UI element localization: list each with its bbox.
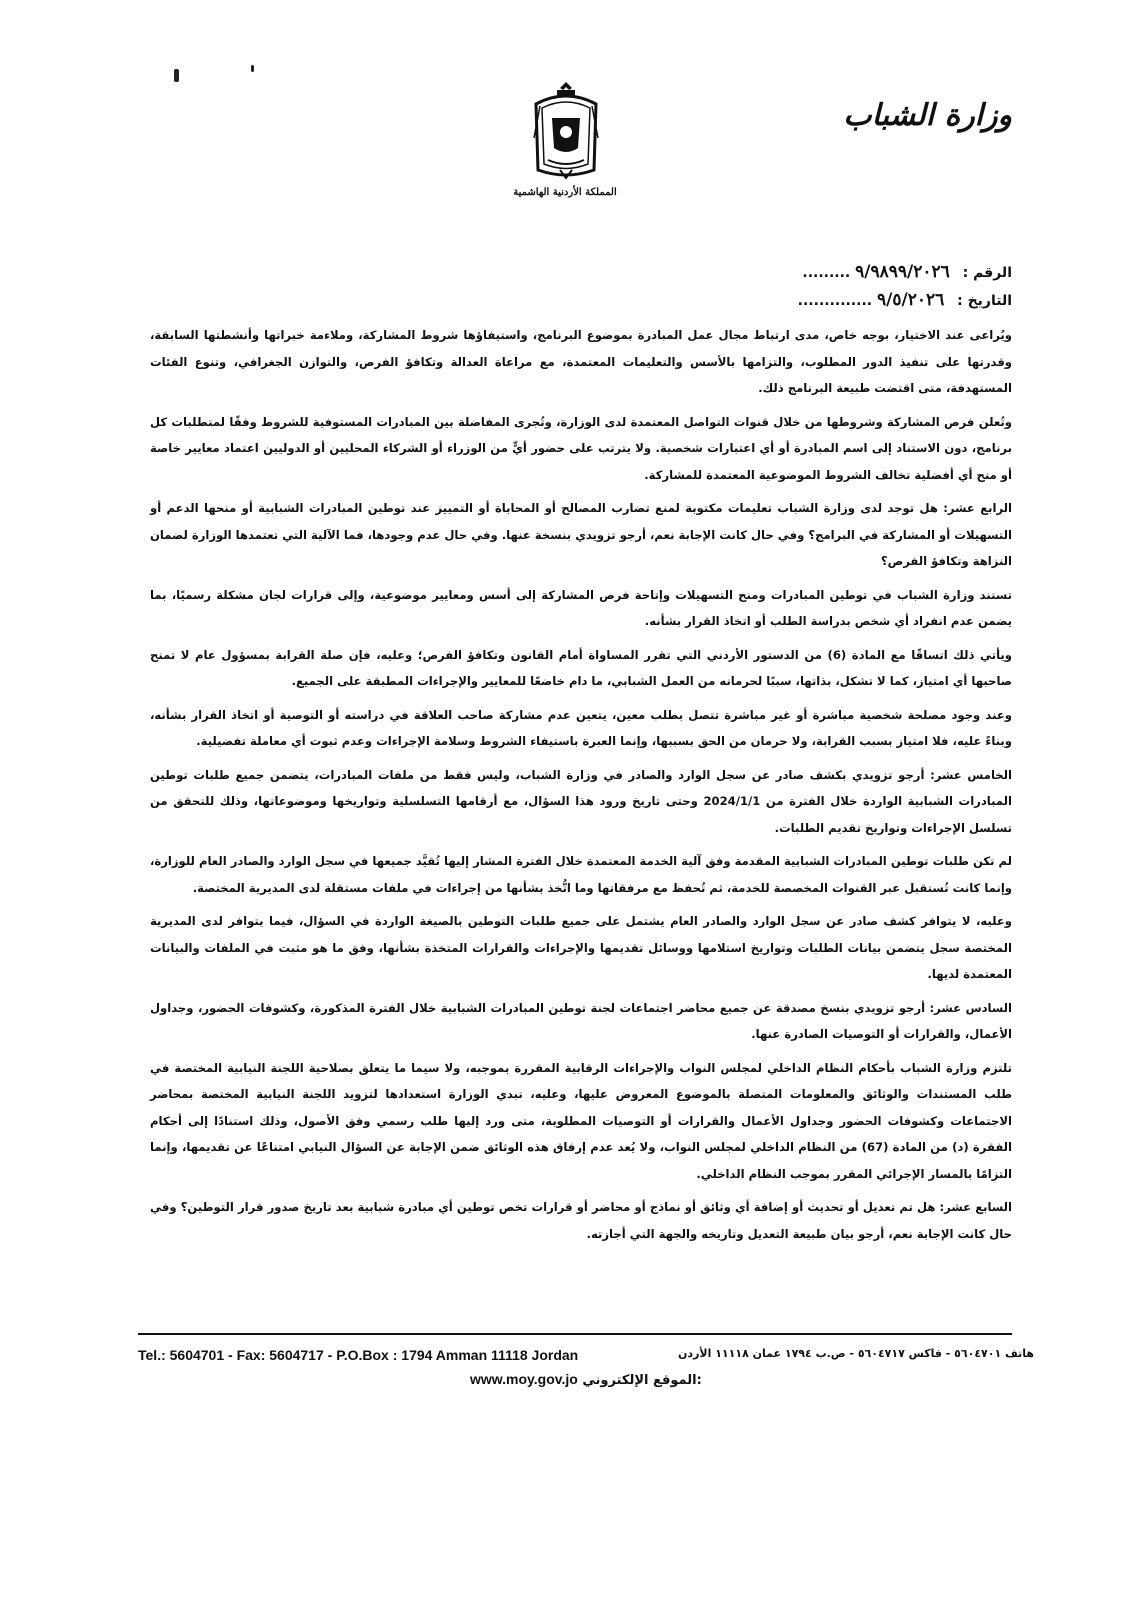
- reference-number-value: ٩/٩٨٩٩/٢٠٢٦: [855, 262, 950, 282]
- reference-number: [802, 262, 1012, 282]
- footer-contact-arabic: هاتف ٥٦٠٤٧٠١ - فاكس ٥٦٠٤٧١٧ - ص.ب ١٧٩٤ عمان ١١١١٨ الأردن: [678, 1347, 1034, 1360]
- reference-number-dots: .........: [802, 265, 851, 281]
- reference-date-value: ٩/٥/٢٠٢٦: [877, 290, 945, 310]
- scan-speck: [251, 65, 254, 72]
- footer-divider: [138, 1333, 1012, 1335]
- coat-of-arms-icon: [530, 78, 602, 183]
- reference-date-label: التاريخ :: [957, 293, 1012, 309]
- scan-speck: [174, 69, 179, 82]
- ministry-name: وزارة الشباب: [843, 98, 1012, 133]
- question-paragraph: السابع عشر: هل تم تعديل أو تحديث أو إضافة أي وثائق أو نماذج أو محاضر أو قرارات تخص توطين أي مبادرة شبابية بعد تاريخ صدور قرار التوطين؟ وفي حال كانت الإجابة نعم، أرجو بيان طبيعة التعديل وتاريخه والجهة التي أجازته.: [150, 1200, 1012, 1241]
- body-paragraph: تستند وزارة الشباب في توطين المبادرات ومنح التسهيلات وإتاحة فرص المشاركة إلى أسس ومعايير موضوعية، وإلى قرارات لجان مشكلة رسميًا، بما يضمن عدم انفراد أي شخص بدراسة الطلب أو اتخاذ القرار بشأنه.: [150, 587, 1012, 628]
- footer-contact-english: Tel.: 5604701 - Fax: 5604717 - P.O.Box : 1794 Amman 11118 Jordan: [138, 1347, 579, 1363]
- website-link[interactable]: www.moy.gov.jo: [470, 1371, 578, 1387]
- body-paragraph: ويأتي ذلك اتساقًا مع المادة (6) من الدستور الأردني التي تقرر المساواة أمام القانون وتكافؤ الفرص؛ وعليه، فإن صلة القرابة بمسؤول عام لا تمنح صاحبها أي امتياز، كما لا تشكل، بذاتها، سببًا لحرمانه من العمل الشبابي، ما دام خاضعًا للمعايير والإجراءات المطبقة على الجميع.: [150, 647, 1012, 688]
- footer-website: [470, 1371, 702, 1388]
- body-paragraph: ويُراعى عند الاختيار، بوجه خاص، مدى ارتباط مجال عمل المبادرة بموضوع البرنامج، واستيفاؤها شروط المشاركة، وملاءمة خبراتها وأنشطتها السابقة، وقدرتها على تنفيذ الدور المطلوب، والتزامها بالأسس والتعليمات المعتمدة، مع مراعاة العدالة وتكافؤ الفرص، والتوازن الجغرافي، وتنوع الفئات المستهدفة، متى اقتضت طبيعة البرنامج ذلك.: [150, 328, 1012, 395]
- body-paragraph: وعليه، لا يتوافر كشف صادر عن سجل الوارد والصادر العام يشتمل على جميع طلبات التوطين بالصيغة الواردة في السؤال، فيما يتوافر لدى المديرية المختصة سجل يتضمن بيانات الطلبات وتواريخ استلامها ووسائل تقديمها والإجراءات والقرارات المتخذة بشأنها، وفق ما هو مثبت في الملفات والبيانات المعتمدة لديها.: [150, 914, 1012, 981]
- reference-number-label: الرقم :: [962, 265, 1012, 281]
- question-paragraph: الخامس عشر: أرجو تزويدي بكشف صادر عن سجل الوارد والصادر في وزارة الشباب، وليس فقط من ملفات المبادرات، يتضمن جميع طلبات توطين المبادرات الشبابية الواردة خلال الفترة من 2024/1/1 وحتى تاريخ ورود هذا السؤال، مع أرقامها التسلسلية وتواريخها وموضوعاتها، وذلك للتحقق من تسلسل الإجراءات وتواريخ تقديم الطلبات.: [150, 767, 1012, 835]
- footer-contact: [138, 1345, 1034, 1369]
- reference-date: [798, 290, 1012, 310]
- kingdom-name: المملكة الأردنية الهاشمية: [513, 187, 617, 198]
- body-paragraph: وتُعلن فرص المشاركة وشروطها من خلال قنوات التواصل المعتمدة لدى الوزارة، وتُجرى المفاضلة بين المبادرات المستوفية للشروط وفقًا لمتطلبات كل برنامج، دون الاستناد إلى اسم المبادرة أو أي اعتبارات شخصية. ولا يترتب على حضور أيٍّ من الوزراء أو الشركاء المحليين أو الدوليين اعتماد معايير خاصة أو منح أي أفضلية تخالف الشروط الموضوعية المعتمدة للمشاركة.: [150, 414, 1012, 482]
- body-paragraph: وعند وجود مصلحة شخصية مباشرة أو غير مباشرة تتصل بطلب معين، يتعين عدم مشاركة صاحب العلاقة في دراسته أو التوصية أو اتخاذ القرار بشأنه، وبناءً عليه، فلا امتياز بسبب القرابة، ولا حرمان من الحق بسببها، وإنما العبرة باستيفاء الشروط وسلامة الإجراءات وعدم ثبوت أي معاملة تفضيلية.: [150, 707, 1012, 748]
- question-paragraph: السادس عشر: أرجو تزويدي بنسخ مصدقة عن جميع محاضر اجتماعات لجنة توطين المبادرات الشبابية خلال الفترة المذكورة، وكشوفات الحضور، وجداول الأعمال، والقرارات أو التوصيات الصادرة عنها.: [150, 1000, 1012, 1041]
- letter-body: [150, 322, 1012, 1254]
- website-label: الموقع الإلكتروني:: [582, 1373, 702, 1388]
- question-paragraph: الرابع عشر: هل توجد لدى وزارة الشباب تعليمات مكتوبة لمنع تضارب المصالح أو المحاباة أو التمييز عند توطين المبادرات الشبابية أو منحها الدعم أو التسهيلات أو المشاركة في البرامج؟ وفي حال كانت الإجابة نعم، أرجو تزويدي بنسخة عنها. وفي حال عدم وجودها، فما الآلية التي تعتمدها الوزارة لضمان النزاهة وتكافؤ الفرص؟: [150, 501, 1012, 568]
- body-paragraph: لم تكن طلبات توطين المبادرات الشبابية المقدمة وفق آلية الخدمة المعتمدة خلال الفترة المشار إليها تُقيَّد جميعها في سجل الوارد والصادر العام للوزارة، وإنما كانت تُستقبل عبر القنوات المخصصة للخدمة، ثم تُحفظ مع مرفقاتها وما اتُّخذ بشأنها من إجراءات في ملفات مستقلة لدى المديرية المختصة.: [149, 854, 1012, 895]
- reference-date-dots: ..............: [797, 293, 873, 309]
- body-paragraph: تلتزم وزارة الشباب بأحكام النظام الداخلي لمجلس النواب والإجراءات الرقابية المقررة بموجبه، ولا سيما ما يتعلق بصلاحية اللجنة النيابية المختصة في طلب المستندات والوثائق والمعلومات المتصلة بالموضوع المعروض عليها، وعليه، تبدي الوزارة استعدادها لتزويد اللجنة النيابية المختصة بمحاضر الاجتماعات وكشوفات الحضور وجداول الأعمال والقرارات أو التوصيات المطلوبة، متى ورد إليها طلب رسمي وفق الأصول، وذلك استنادًا إلى أحكام الفقرة (د) من المادة (67) من النظام الداخلي لمجلس النواب، ولا يُعد عدم إرفاق هذه الوثائق ضمن الإجابة عن السؤال النيابي امتناعًا عن تقديمها، وإنما التزامًا بالمسار الإجرائي المقرر بموجب النظام الداخلي.: [150, 1060, 1012, 1181]
